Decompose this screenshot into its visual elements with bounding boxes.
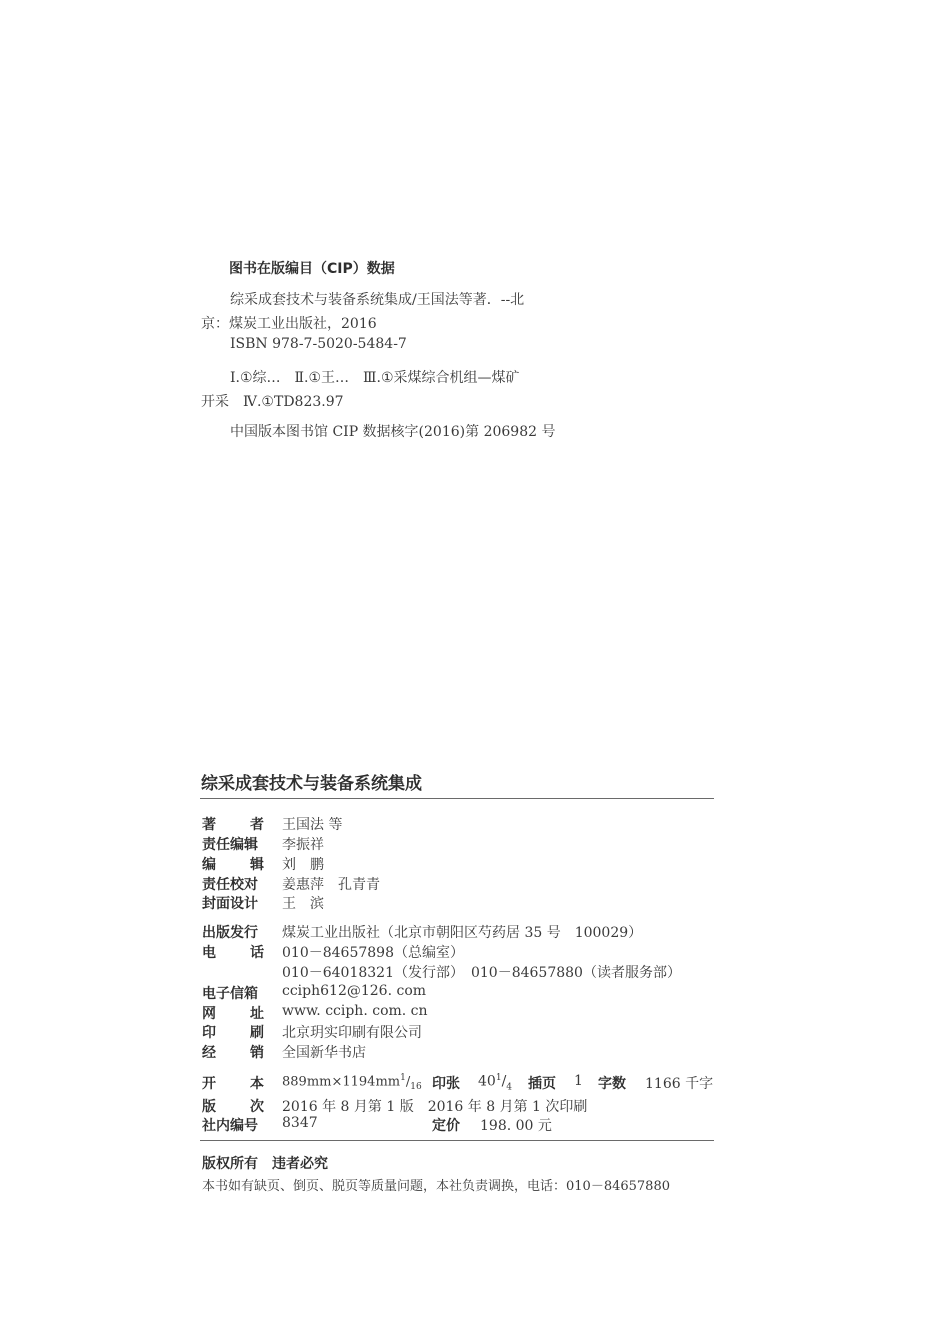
cip-class-line2: 开采 Ⅳ.①TD823.97 bbox=[201, 394, 344, 410]
words-value: 1166 千字 bbox=[645, 1076, 714, 1092]
author-label: 著 者 bbox=[202, 817, 264, 833]
publish-value: 煤炭工业出版社（北京市朝阳区芍药居 35 号 100029） bbox=[282, 925, 643, 941]
title-divider bbox=[200, 798, 714, 799]
sheets-label: 印张 bbox=[432, 1076, 460, 1092]
sheets-value: $40^1/_4$ bbox=[478, 1073, 513, 1093]
print-label: 印 刷 bbox=[202, 1025, 264, 1041]
format-value: $889mm\times 1194mm^1/_{16}$ bbox=[282, 1073, 422, 1092]
edition-value: 2016 年 8 月第 1 版 2016 年 8 月第 1 次印刷 bbox=[282, 1099, 588, 1115]
proof-label: 责任校对 bbox=[202, 877, 258, 893]
price-label: 定价 bbox=[432, 1118, 460, 1134]
email-value: cciph612@126. com bbox=[282, 983, 427, 999]
edition-label: 版 次 bbox=[202, 1099, 264, 1115]
cip-heading: 图书在版编目（CIP）数据 bbox=[229, 261, 395, 277]
cover-label: 封面设计 bbox=[202, 896, 258, 912]
dist-label: 经 销 bbox=[202, 1045, 264, 1061]
words-label: 字数 bbox=[598, 1076, 626, 1092]
plates-label: 插页 bbox=[528, 1076, 556, 1092]
specs-divider bbox=[200, 1140, 714, 1141]
compile-value: 刘 鹏 bbox=[282, 857, 324, 873]
editor-label: 责任编辑 bbox=[202, 837, 258, 853]
proof-value: 姜惠萍 孔青青 bbox=[282, 877, 380, 893]
cip-line2: 京：煤炭工业出版社，2016 bbox=[201, 316, 377, 332]
cip-number: 中国版本图书馆 CIP 数据核字(2016)第 206982 号 bbox=[230, 424, 556, 440]
quality-notice: 本书如有缺页、倒页、脱页等质量问题，本社负责调换，电话：010－84657880 bbox=[202, 1179, 670, 1194]
price-value: 198. 00 元 bbox=[480, 1118, 552, 1134]
cover-value: 王 滨 bbox=[282, 896, 324, 912]
cip-line1: 综采成套技术与装备系统集成/王国法等著．--北 bbox=[230, 292, 525, 308]
code-value: 8347 bbox=[282, 1115, 318, 1131]
dist-value: 全国新华书店 bbox=[282, 1045, 366, 1061]
print-value: 北京玥实印刷有限公司 bbox=[282, 1025, 422, 1041]
code-label: 社内编号 bbox=[202, 1118, 258, 1134]
cip-isbn: ISBN 978-7-5020-5484-7 bbox=[230, 336, 407, 352]
compile-label: 编 辑 bbox=[202, 857, 264, 873]
editor-value: 李振祥 bbox=[282, 837, 324, 853]
phone-value-2: 010－64018321（发行部） 010－84657880（读者服务部） bbox=[282, 965, 681, 981]
web-label: 网 址 bbox=[202, 1006, 264, 1022]
web-value: www. cciph. com. cn bbox=[282, 1003, 428, 1019]
format-label: 开 本 bbox=[202, 1076, 264, 1092]
plates-value: 1 bbox=[574, 1073, 583, 1089]
cip-class-line1: Ⅰ.①综… Ⅱ.①王… Ⅲ.①采煤综合机组—煤矿 bbox=[230, 370, 520, 386]
book-title: 综采成套技术与装备系统集成 bbox=[201, 774, 422, 794]
publish-label: 出版发行 bbox=[202, 925, 258, 941]
email-label: 电子信箱 bbox=[202, 986, 258, 1002]
phone-label: 电 话 bbox=[202, 945, 264, 961]
rights-notice: 版权所有 违者必究 bbox=[202, 1156, 328, 1172]
author-value: 王国法 等 bbox=[282, 817, 343, 833]
phone-value-1: 010－84657898（总编室） bbox=[282, 945, 464, 961]
